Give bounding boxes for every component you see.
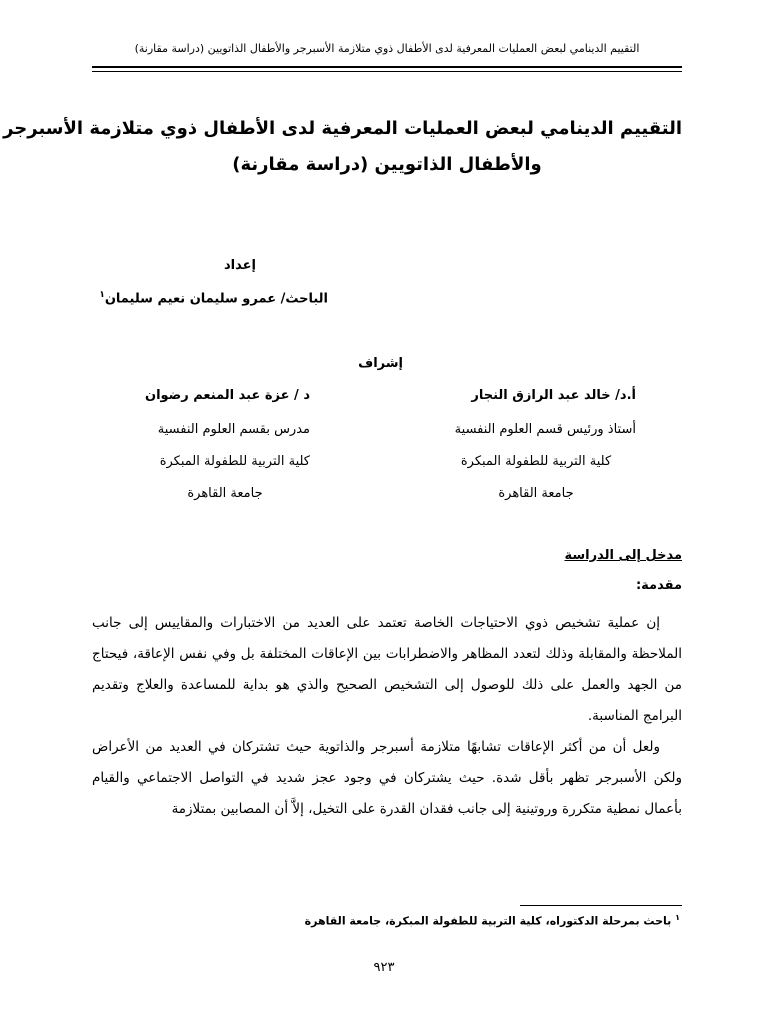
- supervisor-2: [140, 388, 310, 518]
- introduction-heading: مقدمة:: [635, 578, 682, 593]
- running-header: التقييم الدينامي لبعض العمليات المعرفية لدى الأطفال ذوي متلازمة الأسبرجر والأطفال الذاتويين (دراسة مقارنة): [134, 42, 640, 55]
- section-heading: مدخل إلى الدراسة: [564, 548, 682, 563]
- researcher-name-text: الباحث/ عمرو سليمان نعيم سليمان: [104, 291, 328, 307]
- preparation-label: إعداد: [224, 258, 256, 273]
- footnote-text: باحث بمرحلة الدكتوراه، كلية التربية للطفولة المبكرة، جامعة القاهرة: [304, 914, 672, 928]
- researcher-name: [99, 290, 328, 306]
- page-number: ٩٢٣: [373, 960, 395, 975]
- supervisor-1-university: جامعة القاهرة: [498, 486, 574, 501]
- paragraph-1: إن عملية تشخيص ذوي الاحتياجات الخاصة تعتمد على العديد من الاختبارات والمقاييس إلى جانب الملاحظة والمقابلة وذلك لتعدد المظاهر والاضطرابات بين الإعاقات المختلفة بل وفي نفس الإعاقة، فيحتاج من الجهد والعمل على ذلك للوصول إلى التشخيص الصحيح والذي هو بداية للمساعدة والعلاج وتقديم البرامج المناسبة.: [92, 615, 682, 724]
- supervisor-2-university: جامعة القاهرة: [187, 486, 263, 501]
- supervisor-1-title: أستاذ ورئيس قسم العلوم النفسية: [454, 422, 636, 437]
- footnote: [305, 913, 680, 928]
- paragraph-2: ولعل أن من أكثر الإعاقات تشابهًا متلازمة أسبرجر والذاتوية حيث تشتركان في العديد من الأعراض ولكن الأسبرجر تظهر بأقل شدة. حيث يشتركان في وجود عجز شديد في التواصل الاجتماعي والقيام بأعمال نمطية متكررة وروتينية إلى جانب فقدان القدرة على التخيل، إلاَّ أن المصابين بمتلازمة: [92, 739, 682, 817]
- header-rule-thin: [92, 71, 682, 72]
- supervision-label: إشراف: [358, 356, 403, 371]
- supervisor-2-college: كلية التربية للطفولة المبكرة: [159, 454, 310, 469]
- title-line-2: والأطفال الذاتويين (دراسة مقارنة): [232, 154, 542, 175]
- supervisor-2-title: مدرس بقسم العلوم النفسية: [157, 422, 310, 437]
- header-rule-thick: [92, 66, 682, 68]
- footnote-rule: [520, 905, 682, 906]
- supervisor-1-name: أ.د/ خالد عبد الرازق النجار: [471, 388, 636, 403]
- footnote-marker: ١: [99, 290, 105, 300]
- supervisor-2-name: د / عزة عبد المنعم رضوان: [144, 388, 310, 403]
- supervisor-1-college: كلية التربية للطفولة المبكرة: [460, 454, 612, 469]
- title-line-1: التقييم الدينامي لبعض العمليات المعرفية لدى الأطفال ذوي متلازمة الأسبرجر: [3, 118, 682, 139]
- supervisor-1: [436, 388, 636, 518]
- footnote-number: ١: [675, 913, 680, 922]
- body-text: [92, 608, 682, 825]
